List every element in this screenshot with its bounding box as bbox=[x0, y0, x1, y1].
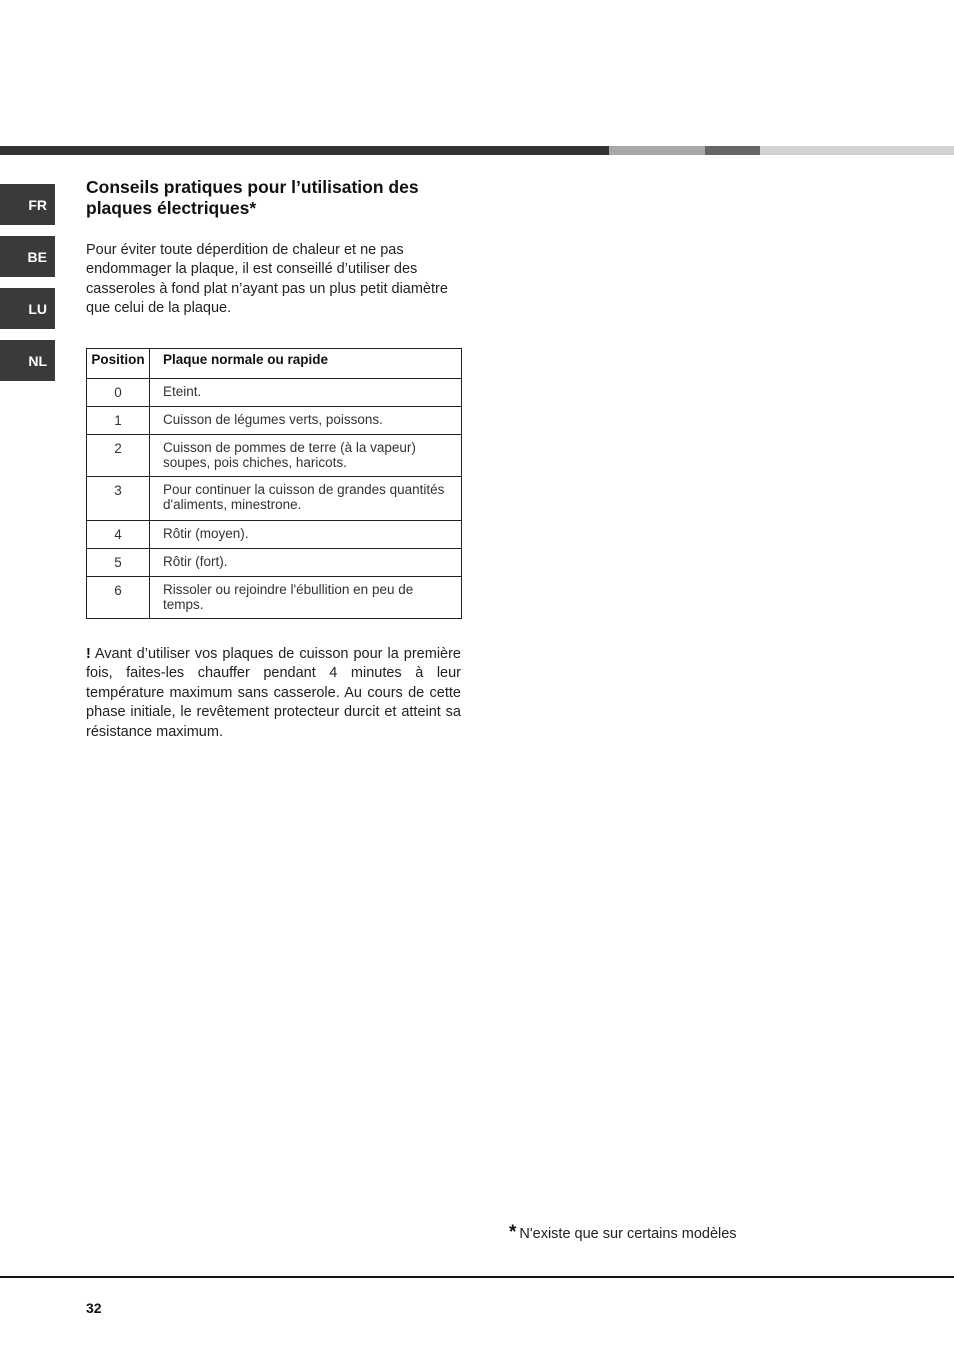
table-row bbox=[87, 379, 462, 407]
position-cell: 5 bbox=[87, 549, 150, 577]
table-row bbox=[87, 521, 462, 549]
warning-mark-icon: ! bbox=[86, 646, 91, 662]
section-title: Conseils pratiques pour l’utilisation des plaques électriques* bbox=[86, 177, 419, 218]
table-row bbox=[87, 407, 462, 435]
usage-cell: Cuisson de légumes verts, poissons. bbox=[150, 407, 462, 435]
intro-paragraph: Pour éviter toute déperdition de chaleur et ne pas endommager la plaque, il est conseillé d’utiliser des casseroles à fond plat n’ayant pas un plus petit diamètre que celui de la plaque. bbox=[86, 242, 448, 317]
table-header-row bbox=[87, 349, 462, 379]
language-tab-fr: FR bbox=[0, 184, 55, 225]
usage-cell: Rôtir (fort). bbox=[150, 549, 462, 577]
position-cell: 1 bbox=[87, 407, 150, 435]
table-row bbox=[87, 577, 462, 619]
header-bar-segment-pale bbox=[760, 146, 954, 155]
column-header-plate: Plaque normale ou rapide bbox=[150, 349, 462, 379]
usage-cell: Rissoler ou rejoindre l'ébullition en peu de temps. bbox=[150, 577, 462, 619]
footnote bbox=[509, 1222, 737, 1244]
footnote-text: N'existe que sur certains modèles bbox=[519, 1226, 737, 1242]
header-bar-segment-mid-gray bbox=[705, 146, 760, 155]
language-tab-nl: NL bbox=[0, 340, 55, 381]
warning-paragraph bbox=[86, 645, 461, 742]
warning-text: Avant d’utiliser vos plaques de cuisson pour la première fois, faites-les chauffer pendant 4 minutes à leur température maximum sans casserole. Au cours de cette phase initiale, le revêtement protecteur durcit et atteint sa résistance maximum. bbox=[86, 646, 461, 740]
asterisk-mark: * bbox=[509, 1222, 517, 1243]
header-color-bar bbox=[0, 146, 954, 155]
language-tab-lu: LU bbox=[0, 288, 55, 329]
position-cell: 6 bbox=[87, 577, 150, 619]
position-cell: 4 bbox=[87, 521, 150, 549]
heat-position-table bbox=[86, 348, 462, 619]
usage-cell: Pour continuer la cuisson de grandes quantités d'aliments, minestrone. bbox=[150, 477, 462, 521]
table-row bbox=[87, 549, 462, 577]
usage-cell: Rôtir (moyen). bbox=[150, 521, 462, 549]
header-bar-segment-light-gray bbox=[609, 146, 705, 155]
table-row bbox=[87, 477, 462, 521]
usage-cell: Eteint. bbox=[150, 379, 462, 407]
page-number: 32 bbox=[86, 1300, 102, 1316]
position-cell: 2 bbox=[87, 435, 150, 477]
table-row bbox=[87, 435, 462, 477]
position-cell: 0 bbox=[87, 379, 150, 407]
position-cell: 3 bbox=[87, 477, 150, 521]
footer-rule bbox=[0, 1276, 954, 1278]
language-tab-be: BE bbox=[0, 236, 55, 277]
column-header-position: Position bbox=[87, 349, 150, 379]
header-bar-segment-dark bbox=[0, 146, 609, 155]
usage-cell: Cuisson de pommes de terre (à la vapeur) soupes, pois chiches, haricots. bbox=[150, 435, 462, 477]
